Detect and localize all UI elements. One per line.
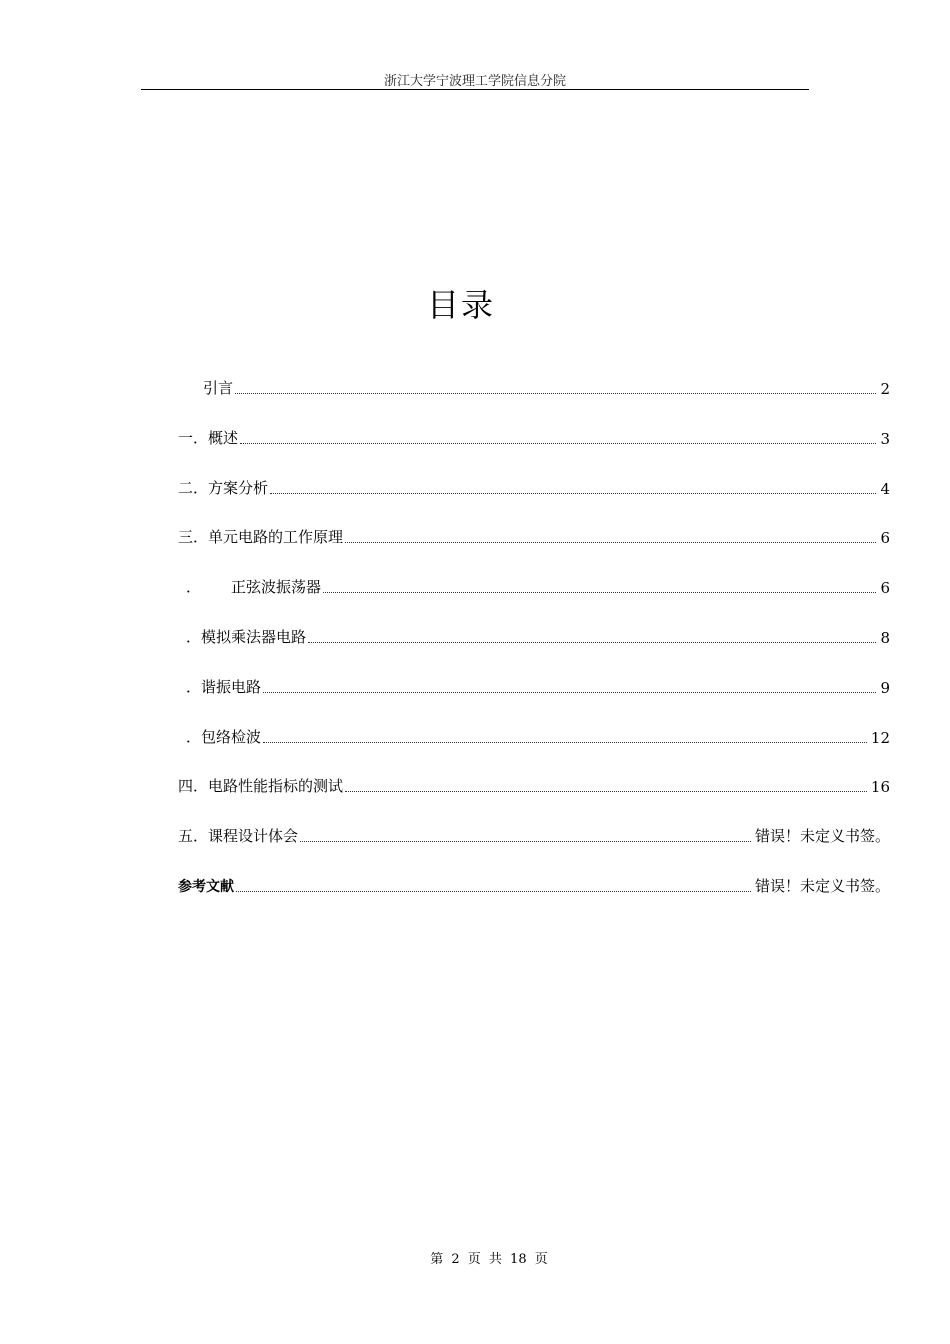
page-header: 浙江大学宁波理工学院信息分院 — [383, 74, 566, 89]
toc-entry-performance-test[interactable] — [178, 776, 890, 796]
toc-entry-scheme-analysis[interactable] — [178, 478, 890, 498]
toc-entry-label: ．包络检波 — [186, 727, 262, 746]
toc-entry-page: 错误！未定义书签。 — [754, 827, 890, 846]
dot-leader — [345, 791, 867, 792]
toc-entry-page: 8 — [880, 628, 890, 647]
toc-entry-course-experience[interactable] — [178, 826, 890, 846]
toc-entry-label: 五．课程设计体会 — [178, 827, 299, 846]
page-footer: 第 2 页 共 18 页 — [430, 1252, 548, 1267]
toc-title: 目录 — [426, 286, 495, 324]
toc-entry-sine-oscillator[interactable] — [178, 577, 890, 597]
toc-entry-label: 引言 — [203, 379, 234, 397]
toc-entry-text: 正弦波振荡器 — [231, 578, 322, 597]
dot-leader — [308, 642, 876, 643]
toc-entry-page: 3 — [880, 429, 890, 448]
toc-entry-label — [178, 576, 321, 597]
toc-entry-multiplier[interactable] — [178, 627, 890, 647]
dot-leader — [263, 692, 876, 693]
dot-leader — [263, 742, 867, 743]
table-of-contents — [178, 378, 890, 926]
dot-leader — [345, 542, 876, 543]
toc-entry-references[interactable] — [178, 876, 890, 896]
toc-entry-label: ．模拟乘法器电路 — [186, 627, 307, 646]
dot-leader — [236, 891, 751, 892]
dot-leader — [240, 443, 876, 444]
toc-entry-label: 参考文献 — [178, 878, 234, 895]
toc-entry-page: 6 — [880, 529, 890, 548]
toc-entry-overview[interactable] — [178, 428, 890, 448]
toc-entry-label: 四．电路性能指标的测试 — [178, 777, 344, 796]
toc-entry-page: 错误！未定义书签。 — [754, 876, 890, 895]
toc-entry-resonant-circuit[interactable] — [178, 677, 890, 697]
dot-leader — [270, 493, 876, 494]
header-rule — [141, 89, 809, 90]
toc-entry-page: 4 — [880, 479, 890, 498]
dot-leader — [235, 393, 876, 394]
toc-entry-intro[interactable] — [178, 378, 890, 398]
toc-entry-unit-circuits[interactable] — [178, 527, 890, 547]
toc-entry-page: 6 — [880, 579, 890, 598]
toc-entry-page: 9 — [880, 678, 890, 697]
toc-entry-label: 一．概述 — [178, 428, 239, 447]
toc-entry-label: 三．单元电路的工作原理 — [178, 528, 344, 547]
dot-leader — [323, 592, 876, 593]
toc-entry-label: 二．方案分析 — [178, 478, 269, 497]
toc-entry-envelope-detection[interactable] — [178, 727, 890, 747]
toc-entry-page: 2 — [880, 380, 890, 398]
toc-entry-marker: ． — [186, 578, 202, 597]
toc-entry-label: ．谐振电路 — [186, 677, 262, 696]
dot-leader — [300, 841, 751, 842]
toc-entry-page: 16 — [870, 778, 890, 797]
toc-entry-page: 12 — [870, 728, 890, 747]
